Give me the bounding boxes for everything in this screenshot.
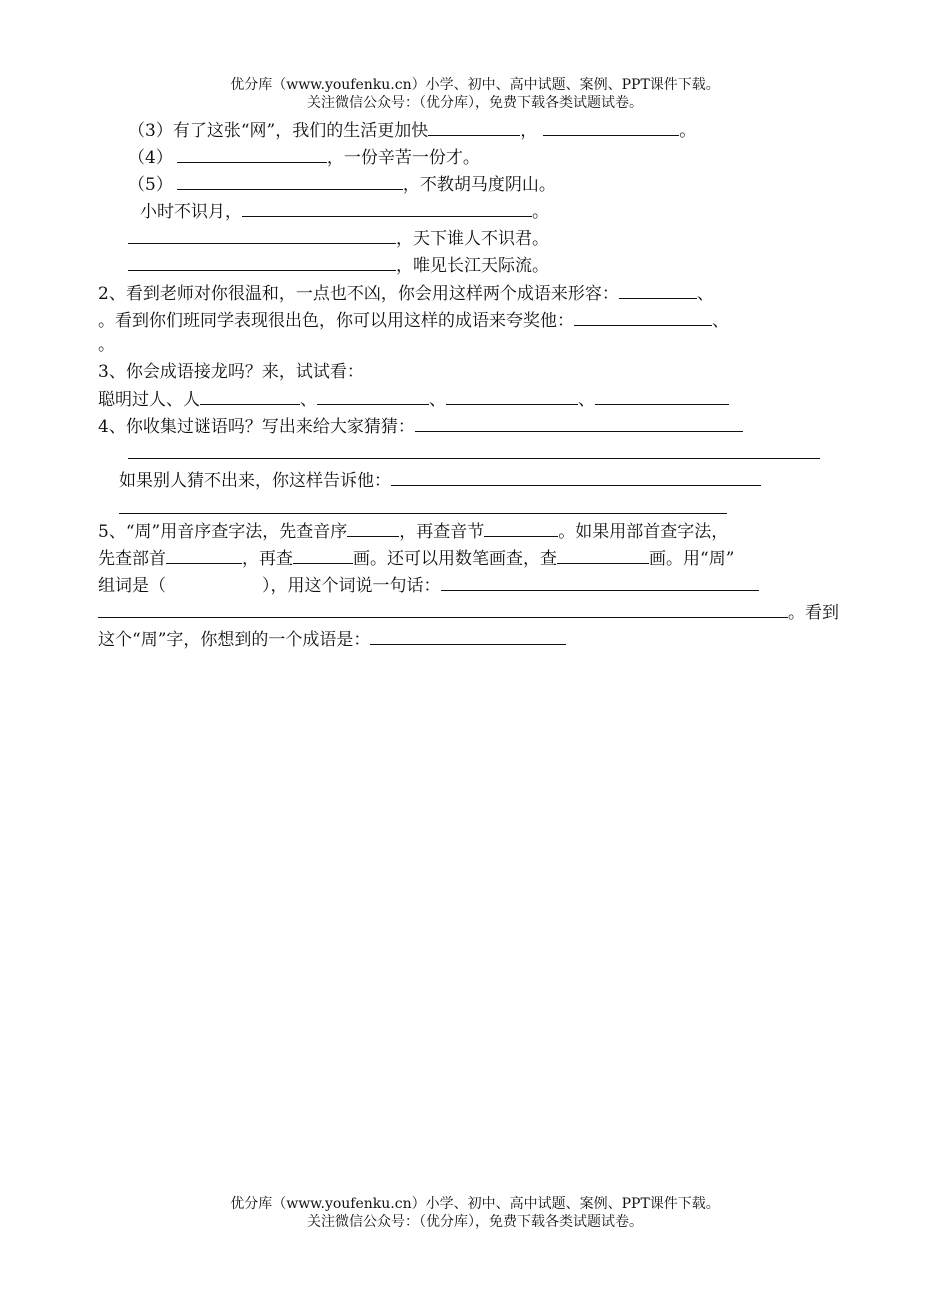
blank-field[interactable] <box>557 545 649 564</box>
q3-sep: 、 <box>578 390 595 410</box>
q1-item-4-suffix: ，一份辛苦一份才。 <box>326 148 480 168</box>
blank-field[interactable] <box>446 386 578 405</box>
answer-line[interactable] <box>119 513 727 514</box>
answer-line[interactable] <box>128 458 820 459</box>
q2-line-3 <box>98 332 115 358</box>
q2-text-1: 2、看到老师对你很温和，一点也不凶，你会用这样两个成语来形容： <box>98 284 619 304</box>
footer-line-2: 关注微信公众号：（优分库），免费下载各类试题试卷。 <box>307 1214 643 1230</box>
q1-poem-1 <box>140 198 549 225</box>
q1-poem-3-suffix: ，唯见长江天际流。 <box>396 256 549 276</box>
q5-p2: ，再查音节 <box>399 522 485 542</box>
q3-sep: 、 <box>429 390 446 410</box>
q4-answer <box>119 467 761 494</box>
blank-field[interactable] <box>484 518 558 537</box>
q5-p5: ，再查 <box>242 549 293 569</box>
q2-sep-1: 、 <box>696 284 714 304</box>
q4-text: 4、你收集过谜语吗？写出来给大家猜猜： <box>98 417 415 437</box>
q3-chain <box>98 386 729 413</box>
q4-question <box>98 413 743 440</box>
q3-start: 聪明过人、人 <box>98 390 200 410</box>
q1-item-3-text: （3）有了这张“网”，我们的生活更加快 <box>128 121 429 141</box>
q5-p1: 5、“周”用音序查字法，先查音序 <box>98 522 348 542</box>
q4-answer-prompt: 如果别人猜不出来，你这样告诉他： <box>119 471 391 491</box>
blank-field[interactable] <box>428 117 520 136</box>
q3-sep: 、 <box>300 390 317 410</box>
blank-field[interactable] <box>166 545 242 564</box>
blank-field[interactable] <box>415 413 743 432</box>
q5-p10: 。看到 <box>788 603 839 623</box>
q2-line-1 <box>98 280 714 307</box>
q5-line-1 <box>98 518 728 545</box>
q5-line-3 <box>98 572 759 599</box>
q1-item-3 <box>128 117 696 144</box>
q5-p9: ），用这个词说一句话： <box>262 576 441 596</box>
q1-poem-2 <box>128 225 549 252</box>
blank-field[interactable] <box>177 171 403 190</box>
header-line-1: 优分库（www.youfenku.cn）小学、初中、高中试题、案例、PPT课件下载。 <box>230 77 720 93</box>
q1-item-5-prefix: （5） <box>128 175 173 195</box>
blank-field[interactable] <box>347 518 399 537</box>
q2-line-2 <box>98 307 729 334</box>
blank-field[interactable] <box>619 280 697 299</box>
blank-field[interactable] <box>128 225 396 244</box>
q5-line-5 <box>98 626 566 653</box>
blank-field[interactable] <box>200 386 300 405</box>
q2-end: 。 <box>98 335 115 355</box>
q1-item-5 <box>128 171 556 198</box>
blank-field[interactable] <box>177 144 327 163</box>
blank-field[interactable] <box>574 307 712 326</box>
q1-poem-3 <box>128 252 549 279</box>
blank-field[interactable] <box>98 599 788 618</box>
q5-p4: 先查部首 <box>98 549 166 569</box>
q1-poem-1-end: 。 <box>532 202 549 222</box>
q1-item-4-prefix: （4） <box>128 148 173 168</box>
blank-field[interactable] <box>391 467 761 486</box>
blank-field[interactable] <box>370 626 566 645</box>
q1-item-4 <box>128 144 480 171</box>
blank-field[interactable] <box>128 252 396 271</box>
q1-item-5-suffix: ，不教胡马度阴山。 <box>402 175 556 195</box>
blank-field[interactable] <box>543 117 679 136</box>
q5-p8: 组词是（ <box>98 576 166 596</box>
q3-question: 3、你会成语接龙吗？来，试试看： <box>98 362 364 382</box>
blank-field[interactable] <box>595 386 729 405</box>
q1-poem-1-prefix: 小时不识月， <box>140 202 242 222</box>
blank-field[interactable] <box>317 386 429 405</box>
q5-p3: 。如果用部首查字法， <box>558 522 729 542</box>
footer-line-1: 优分库（www.youfenku.cn）小学、初中、高中试题、案例、PPT课件下载。 <box>230 1196 720 1212</box>
q2-sep-2: 、 <box>712 311 729 331</box>
q5-p6: 画。还可以用数笔画查，查 <box>353 549 557 569</box>
q5-p7: 画。用“周” <box>649 549 735 569</box>
q1-poem-2-suffix: ，天下谁人不识君。 <box>396 229 549 249</box>
q5-line-4 <box>98 599 839 626</box>
q5-p11: 这个“周”字，你想到的一个成语是： <box>98 630 371 650</box>
q5-line-2 <box>98 545 734 572</box>
q1-item-3-sep: ， <box>520 121 538 141</box>
q1-item-3-end: 。 <box>679 121 697 141</box>
blank-field[interactable] <box>293 545 353 564</box>
blank-field[interactable] <box>441 572 759 591</box>
q2-text-2: 。看到你们班同学表现很出色，你可以用这样的成语来夸奖他： <box>98 311 574 331</box>
blank-field[interactable] <box>242 198 532 217</box>
header-line-2: 关注微信公众号：（优分库），免费下载各类试题试卷。 <box>307 95 643 111</box>
